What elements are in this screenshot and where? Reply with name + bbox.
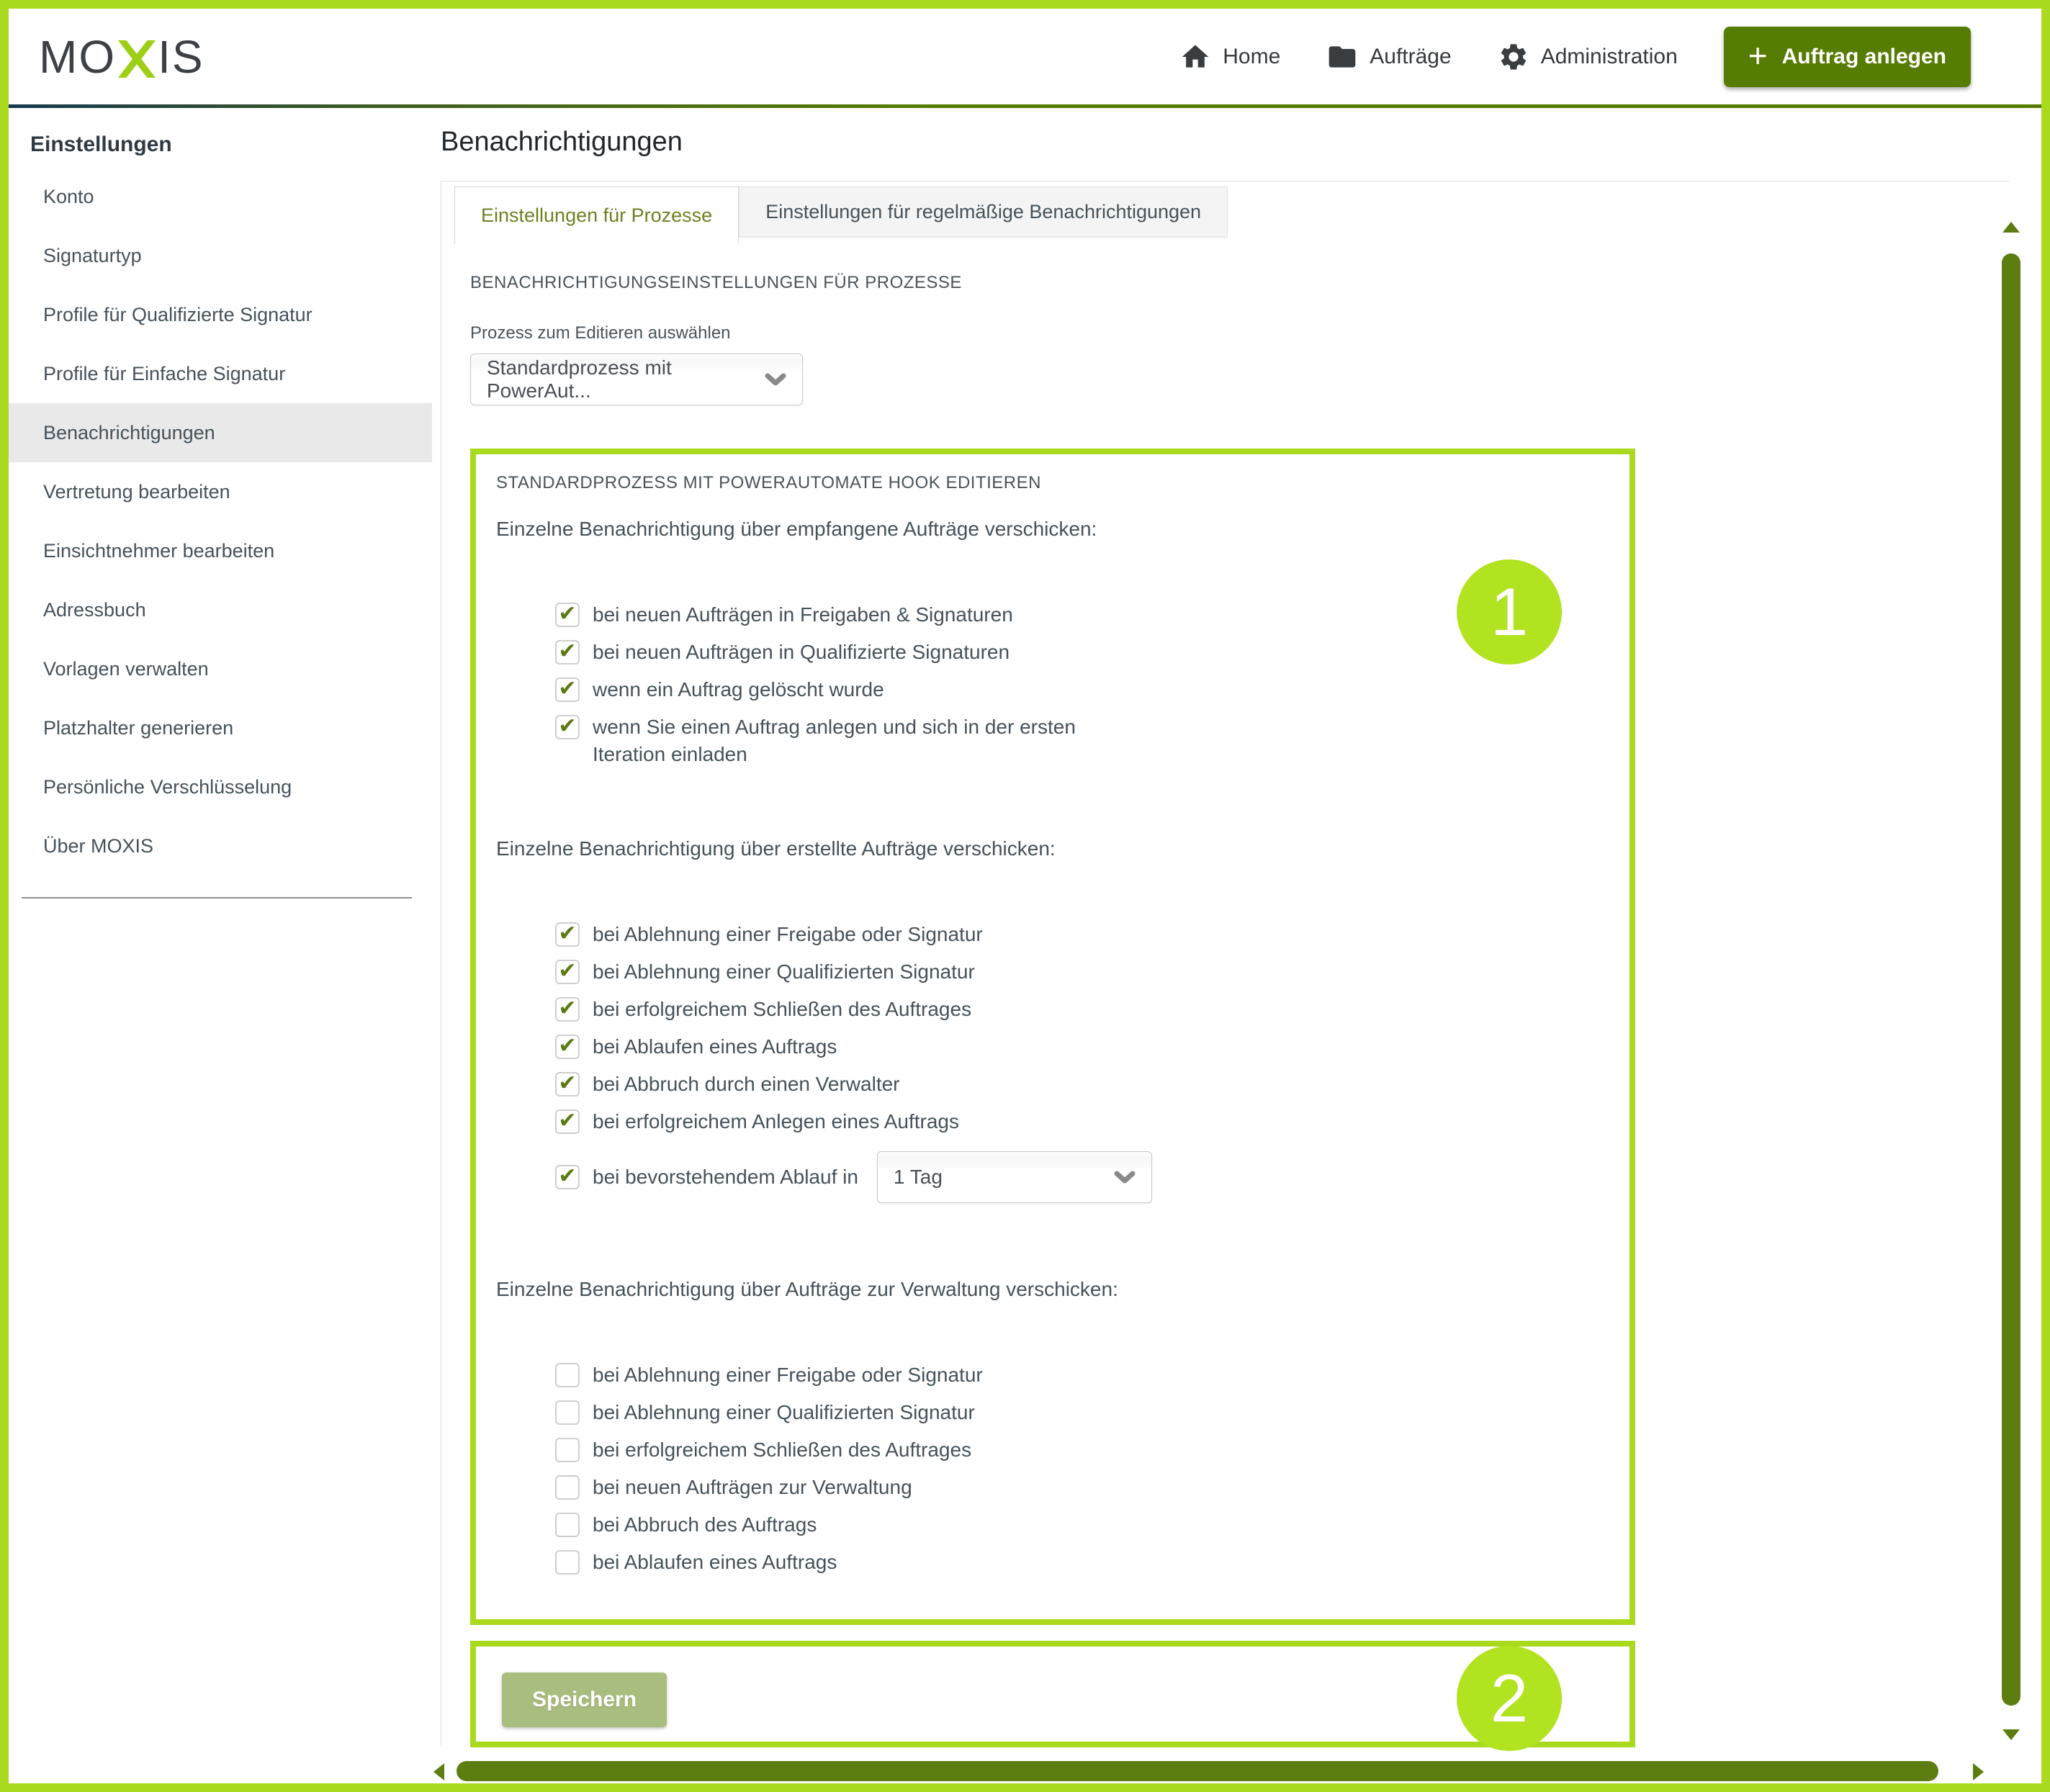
sidebar-item-profile-einfache[interactable]: Profile für Einfache Signatur	[43, 363, 286, 384]
gear-icon	[1498, 41, 1529, 73]
sidebar-item-vorlagen[interactable]: Vorlagen verwalten	[43, 658, 209, 680]
sidebar-item-einsichtnehmer[interactable]: Einsichtnehmer bearbeiten	[43, 540, 275, 562]
sidebar-item-verschluesselung[interactable]: Persönliche Verschlüsselung	[43, 776, 292, 798]
tab-content	[441, 244, 2009, 1747]
checkbox[interactable]	[555, 1400, 580, 1425]
main-nav	[1179, 27, 1971, 87]
nav-administration-label: Administration	[1540, 44, 1678, 68]
check-icon: ✔	[558, 959, 577, 983]
check-icon: ✔	[558, 996, 577, 1020]
sidebar-divider	[22, 897, 412, 899]
annotation-box-1	[470, 449, 1635, 1625]
checkbox-row	[555, 1438, 1608, 1462]
tab-prozesse[interactable]: Einstellungen für Prozesse	[454, 186, 739, 244]
checkbox-row	[555, 1035, 1608, 1059]
process-select-label: Prozess zum Editieren auswählen	[470, 323, 731, 343]
nav-auftraege[interactable]	[1326, 41, 1451, 73]
process-select-value: Standardprozess mit PowerAut...	[487, 356, 672, 402]
checkbox-label: wenn Sie einen Auftrag anlegen und sich in der ersten Iteration einladen	[593, 716, 1076, 765]
check-icon: ✔	[558, 1164, 577, 1188]
checkbox[interactable]	[555, 1513, 580, 1537]
checkbox[interactable]	[555, 1363, 580, 1387]
create-order-label: Auftrag anlegen	[1781, 44, 1946, 68]
sidebar-item-vertretung[interactable]: Vertretung bearbeiten	[43, 481, 230, 503]
checkbox[interactable]	[555, 1475, 580, 1500]
check-icon: ✔	[558, 1071, 577, 1095]
check-icon: ✔	[558, 677, 577, 701]
tab-regelmaessige[interactable]: Einstellungen für regelmäßige Benachrichtigungen	[739, 186, 1228, 237]
checkbox-row	[555, 1363, 1608, 1387]
nav-home-label: Home	[1223, 44, 1281, 68]
checkbox[interactable]	[555, 640, 580, 665]
group-1-intro: Einzelne Benachrichtigung über empfangene Aufträge verschicken:	[496, 518, 1097, 540]
logo-text-right: IS	[158, 30, 204, 83]
expiry-select-value: 1 Tag	[893, 1166, 943, 1188]
sidebar-item-ueber-moxis[interactable]: Über MOXIS	[43, 835, 154, 857]
sidebar-item-adressbuch[interactable]: Adressbuch	[43, 599, 146, 621]
settings-sidebar	[9, 108, 432, 899]
checkbox[interactable]	[555, 603, 580, 627]
checkbox-label: bei Ablehnung einer Qualifizierten Signatur	[593, 1401, 975, 1423]
plus-icon: +	[1748, 36, 1768, 74]
checkbox[interactable]	[555, 1438, 580, 1462]
checkbox[interactable]	[555, 922, 580, 947]
chevron-down-icon	[765, 373, 786, 386]
create-order-button[interactable]	[1724, 27, 1971, 87]
expiry-select[interactable]	[877, 1151, 1152, 1203]
checkbox-label: bei neuen Aufträgen in Qualifizierte Signaturen	[593, 641, 1010, 663]
folder-icon	[1326, 41, 1358, 73]
check-icon: ✔	[558, 714, 577, 738]
check-icon: ✔	[558, 602, 577, 626]
scroll-up-arrow-icon[interactable]	[2002, 222, 2020, 233]
app-header	[9, 9, 2041, 104]
horizontal-scrollbar	[433, 1761, 1984, 1781]
annotation-badge-2: 2	[1457, 1646, 1562, 1751]
group-3-intro: Einzelne Benachrichtigung über Aufträge zur Verwaltung verschicken:	[496, 1278, 1118, 1300]
check-icon: ✔	[558, 1034, 577, 1058]
checkbox-row	[555, 1513, 1608, 1537]
checkbox-row	[555, 1400, 1608, 1425]
check-icon: ✔	[558, 1109, 577, 1133]
sidebar-title: Einstellungen	[30, 132, 172, 156]
group-1-list	[555, 603, 1608, 768]
sidebar-item-platzhalter[interactable]: Platzhalter generieren	[43, 717, 234, 739]
page-title: Benachrichtigungen	[441, 127, 683, 157]
checkbox[interactable]	[555, 1550, 580, 1575]
checkbox-label: bei bevorstehendem Ablauf in	[593, 1166, 858, 1188]
checkbox-row	[555, 677, 1608, 702]
scroll-right-arrow-icon[interactable]	[1973, 1763, 1984, 1780]
sidebar-item-benachrichtigungen[interactable]: Benachrichtigungen	[9, 403, 432, 462]
group-3-list	[555, 1363, 1608, 1575]
save-button[interactable]: Speichern	[502, 1672, 667, 1727]
vertical-scrollbar-thumb[interactable]	[2002, 253, 2020, 1706]
checkbox[interactable]	[555, 1035, 580, 1059]
checkbox-label: bei erfolgreichem Schließen des Auftrages	[593, 998, 972, 1020]
check-icon: ✔	[558, 922, 577, 945]
checkbox-row	[555, 1550, 1608, 1575]
section-heading: BENACHRICHTIGUNGSEINSTELLUNGEN FÜR PROZESSE	[470, 273, 962, 292]
checkbox[interactable]	[555, 715, 580, 739]
checkbox-row	[555, 603, 1608, 627]
checkbox[interactable]	[555, 1072, 580, 1097]
horizontal-scrollbar-thumb[interactable]	[457, 1761, 1938, 1781]
checkbox-label: bei Ablehnung einer Freigabe oder Signatur	[593, 923, 983, 945]
checkbox-row	[555, 1475, 1608, 1500]
checkbox-row	[555, 1072, 1608, 1097]
annotation-badge-1: 1	[1457, 559, 1562, 665]
nav-auftraege-label: Aufträge	[1370, 44, 1452, 68]
sidebar-item-konto[interactable]: Konto	[43, 186, 94, 207]
checkbox[interactable]	[555, 1109, 580, 1134]
sidebar-item-profile-qualifizierte[interactable]: Profile für Qualifizierte Signatur	[43, 304, 313, 325]
main-area	[432, 108, 2041, 1747]
nav-administration[interactable]	[1498, 41, 1678, 73]
checkbox-label: bei erfolgreichem Schließen des Auftrages	[593, 1438, 972, 1461]
tab-panel	[441, 181, 2009, 1747]
sidebar-item-signaturtyp[interactable]: Signaturtyp	[43, 245, 142, 266]
checkbox-label: bei Abbruch des Auftrags	[593, 1513, 817, 1536]
checkbox-row	[555, 715, 1608, 768]
checkbox[interactable]	[555, 997, 580, 1022]
checkbox[interactable]	[555, 1165, 580, 1189]
check-icon: ✔	[558, 639, 577, 663]
checkbox-label: bei neuen Aufträgen zur Verwaltung	[593, 1476, 912, 1498]
home-icon	[1179, 41, 1211, 73]
checkbox-label: wenn ein Auftrag gelöscht wurde	[593, 678, 884, 701]
group-2-intro: Einzelne Benachrichtigung über erstellte Aufträge verschicken:	[496, 837, 1056, 860]
moxis-logo	[39, 30, 204, 84]
editor-heading: STANDARDPROZESS MIT POWERAUTOMATE HOOK EDITIEREN	[496, 473, 1041, 492]
checkbox-label: bei Ablaufen eines Auftrags	[593, 1551, 837, 1573]
checkbox-label: bei Ablehnung einer Qualifizierten Signatur	[593, 960, 975, 983]
checkbox-label: bei Abbruch durch einen Verwalter	[593, 1073, 900, 1095]
checkbox-row	[555, 960, 1608, 984]
checkbox-row	[555, 922, 1608, 947]
checkbox-row	[555, 1109, 1608, 1134]
annotation-box-2	[470, 1641, 1635, 1747]
checkbox-row	[555, 640, 1608, 665]
expiry-checkbox-row	[555, 1151, 1608, 1203]
checkbox-label: bei Ablaufen eines Auftrags	[593, 1035, 837, 1058]
scroll-left-arrow-icon[interactable]	[433, 1763, 444, 1780]
checkbox-label: bei Ablehnung einer Freigabe oder Signatur	[593, 1364, 983, 1386]
checkbox-label: bei neuen Aufträgen in Freigaben & Signaturen	[593, 603, 1013, 626]
tab-bar	[454, 186, 2009, 244]
chevron-down-icon	[1114, 1171, 1136, 1184]
vertical-scrollbar	[2002, 222, 2020, 1740]
scroll-down-arrow-icon[interactable]	[2002, 1729, 2020, 1740]
process-select[interactable]	[470, 354, 803, 405]
nav-home[interactable]	[1179, 41, 1280, 73]
logo-x-icon	[118, 39, 156, 79]
checkbox-label: bei erfolgreichem Anlegen eines Auftrags	[593, 1110, 959, 1133]
checkbox[interactable]	[555, 960, 580, 984]
group-2-list	[555, 922, 1608, 1203]
checkbox[interactable]	[555, 677, 580, 702]
logo-text-left: MO	[39, 30, 117, 83]
checkbox-row	[555, 997, 1608, 1022]
